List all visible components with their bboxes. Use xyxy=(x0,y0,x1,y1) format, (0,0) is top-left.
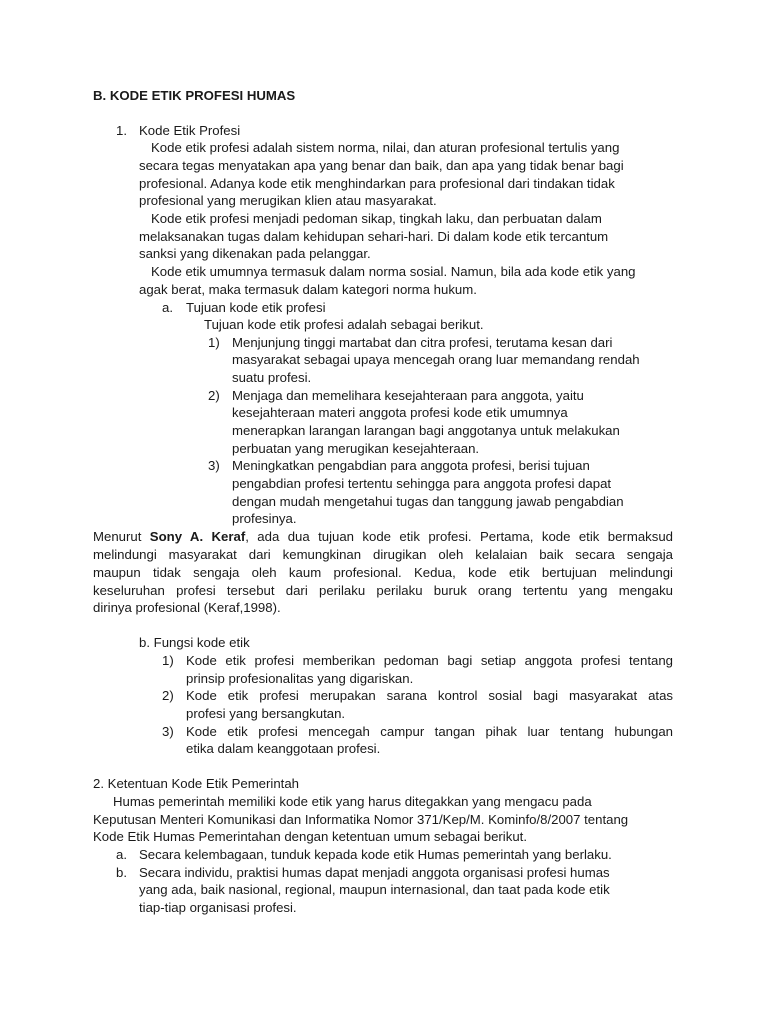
list-number: 2) xyxy=(162,688,174,703)
list-item-line: profesi yang bersangkutan. xyxy=(186,706,346,721)
list-number: 2) xyxy=(208,388,220,403)
list-item-line: pengabdian profesi tertentu sehingga para anggota profesi dapat xyxy=(232,476,612,491)
keraf-paragraph-line: maupun tidak sengaja oleh kaum profesional. Kedua, kode etik bertujuan melindungi xyxy=(93,565,673,580)
list-item-line: etika dalam keanggotaan profesi. xyxy=(186,741,381,756)
paragraph-line: sanksi yang dikenakan pada pelanggar. xyxy=(139,246,371,261)
keraf-rest: , ada dua tujuan kode etik profesi. Pertama, kode etik bermaksud xyxy=(245,529,674,544)
paragraph-line: Keputusan Menteri Komunikasi dan Informatika Nomor 371/Kep/M. Kominfo/8/2007 tentang xyxy=(93,812,629,827)
paragraph-line: melaksanakan tugas dalam kehidupan sehari-hari. Di dalam kode etik tercantum xyxy=(139,229,609,244)
paragraph-line: profesional. Adanya kode etik menghindarkan para profesional dari tindakan tidak xyxy=(139,176,615,191)
section-title: B. KODE ETIK PROFESI HUMAS xyxy=(93,88,296,103)
paragraph-line: profesional yang merugikan klien atau masyarakat. xyxy=(139,193,437,208)
list-item-line: Kode etik profesi merupakan sarana kontrol sosial bagi masyarakat atas xyxy=(186,688,673,703)
list-item-line: Secara individu, praktisi humas dapat menjadi anggota organisasi profesi humas xyxy=(139,865,610,880)
list-number: 1) xyxy=(208,335,220,350)
list-item-line: Meningkatkan pengabdian para anggota profesi, berisi tujuan xyxy=(232,458,590,473)
list-number: b. xyxy=(116,865,127,880)
list-item-line: Secara kelembagaan, tunduk kepada kode etik Humas pemerintah yang berlaku. xyxy=(139,847,612,862)
list-item-line: Menjunjung tinggi martabat dan citra profesi, terutama kesan dari xyxy=(232,335,613,350)
paragraph-line: secara tegas menyatakan apa yang benar dan baik, dan apa yang tidak benar bagi xyxy=(139,158,624,173)
list-number: a. xyxy=(116,847,127,862)
list-item-line: menerapkan larangan larangan bagi anggotanya untuk melakukan xyxy=(232,423,620,438)
paragraph-line: Kode etik umumnya termasuk dalam norma sosial. Namun, bila ada kode etik yang xyxy=(151,264,636,279)
keraf-paragraph-line: keseluruhan profesi tersebut dari perilaku perilaku buruk orang tertentu yang mengaku xyxy=(93,583,673,598)
subsection-a-title: Tujuan kode etik profesi xyxy=(186,300,326,315)
subsection-a-label: a. xyxy=(162,300,173,315)
paragraph-line: Humas pemerintah memiliki kode etik yang harus ditegakkan yang mengacu pada xyxy=(113,794,592,809)
paragraph-line: Kode etik profesi adalah sistem norma, nilai, dan aturan profesional tertulis yang xyxy=(151,140,620,155)
list-item-line: dengan mudah mengetahui tugas dan tanggung jawab pengabdian xyxy=(232,494,624,509)
list-item-line: profesinya. xyxy=(232,511,297,526)
keraf-paragraph-line: melindungi masyarakat dari kemungkinan dirugikan oleh kelalaian baik secara sengaja xyxy=(93,547,673,562)
subsection-b-title: b. Fungsi kode etik xyxy=(139,635,250,650)
list-number: 3) xyxy=(208,458,220,473)
section-1-number: 1. xyxy=(116,123,127,138)
paragraph-line: Kode Etik Humas Pemerintahan dengan ketentuan umum sebagai berikut. xyxy=(93,829,527,844)
list-item-line: perbuatan yang merugikan kesejahteraan. xyxy=(232,441,480,456)
keraf-paragraph-line xyxy=(93,528,673,546)
list-number: 1) xyxy=(162,653,174,668)
section-1-title: Kode Etik Profesi xyxy=(139,123,241,138)
list-item-line: kesejahteraan materi anggota profesi kode etik umumnya xyxy=(232,405,568,420)
section-2-title: 2. Ketentuan Kode Etik Pemerintah xyxy=(93,776,300,791)
author-name: Sony A. Keraf xyxy=(149,529,246,544)
keraf-paragraph-line: dirinya profesional (Keraf,1998). xyxy=(93,600,281,615)
keraf-lead: Menurut xyxy=(93,529,150,544)
paragraph-line: Kode etik profesi menjadi pedoman sikap, tingkah laku, dan perbuatan dalam xyxy=(151,211,602,226)
list-item-line: yang ada, baik nasional, regional, maupun internasional, dan taat pada kode etik xyxy=(139,882,610,897)
list-item-line: Kode etik profesi mencegah campur tangan pihak luar tentang hubungan xyxy=(186,724,673,739)
list-item-line: masyarakat sebagai upaya mencegah orang luar memandang rendah xyxy=(232,352,640,367)
list-number: 3) xyxy=(162,724,174,739)
paragraph-line: agak berat, maka termasuk dalam kategori norma hukum. xyxy=(139,282,477,297)
subsection-a-intro: Tujuan kode etik profesi adalah sebagai berikut. xyxy=(204,317,484,332)
list-item-line: prinsip profesionalitas yang digariskan. xyxy=(186,671,414,686)
list-item-line: Kode etik profesi memberikan pedoman bagi setiap anggota profesi tentang xyxy=(186,653,673,668)
list-item-line: tiap-tiap organisasi profesi. xyxy=(139,900,297,915)
list-item-line: Menjaga dan memelihara kesejahteraan para anggota, yaitu xyxy=(232,388,584,403)
list-item-line: suatu profesi. xyxy=(232,370,312,385)
